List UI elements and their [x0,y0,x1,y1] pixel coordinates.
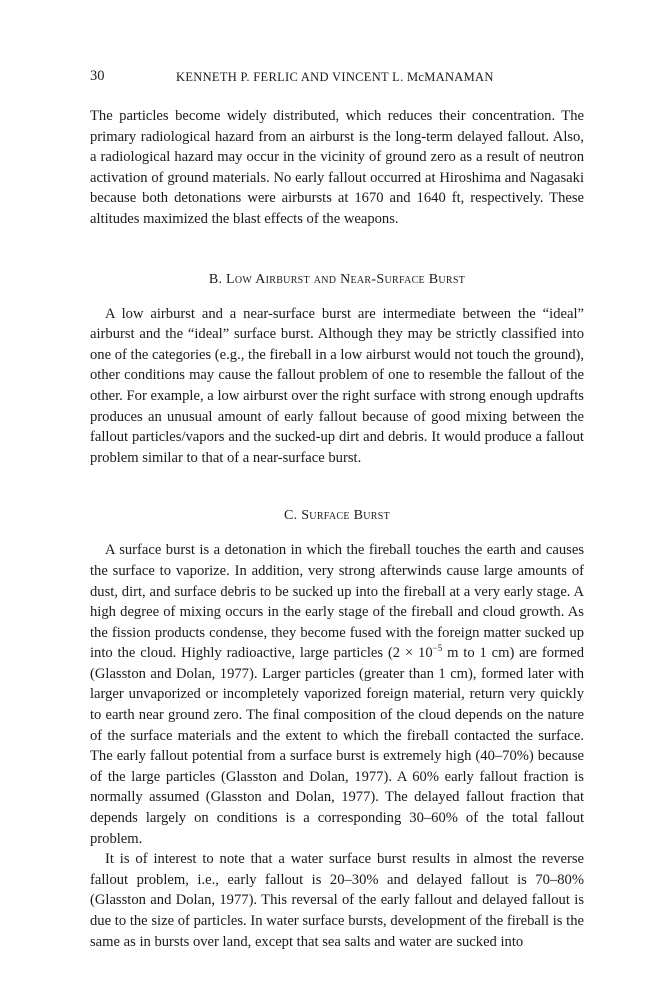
section-heading-surface-burst: C. Surface Burst [283,508,391,524]
document-page [90,68,584,952]
surface-burst-text-part2: m to 1 cm) are formed (Glasston and Dolan, 1977). Larger particles (greater than 1 cm), formed later with larger unvaporized or incompletely vaporized foreign material, return very quickly to earth near ground zero. The final composition of the cloud depends on the nature of the surface materials and the extent to which the fireball contacted the surface. The early fallout potential from a surface burst is extremely high (40–70%) because of the large particles (Glasston and Dolan, 1977). A 60% early fallout fraction is normally assumed (Glasston and Dolan, 1977). The delayed fallout fraction that depends largely on conditions is a corresponding 30–60% of the total fallout problem. [90,645,584,847]
exponent: −5 [432,643,443,654]
paragraph-low-airburst: A low airburst and a near-surface burst are intermediate between the “ideal” airburst and the “ideal” surface burst. Although they may be strictly classified into one of the categories (e.g., the fireball in a low airburst would not touch the ground), other conditions may cause the fallout problem of one to resemble the fallout of the other. For example, a low airburst over the right surface with strong enough updrafts produces an unusual amount of early fallout because of good mixing between the fallout particles/vapors and the sucked-up dirt and debris. It would produce a fallout problem similar to that of a near-surface burst. [90,305,585,466]
section-heading-low-airburst: B. Low Airburst and Near-Surface Burst [208,271,466,287]
running-head-authors: KENNETH P. FERLIC AND VINCENT L. McMANAMAN [176,70,494,84]
paragraph-surface-burst [90,540,584,849]
surface-burst-text-part1: A surface burst is a detonation in which the fireball touches the earth and causes the surface to vaporize. In addition, very strong afterwinds cause large amounts of dust, dirt, and surface debris to be sucked up into the fireball at a very early stage. A high degree of mixing occurs in the early stage of the fireball and cloud growth. As the fission products condense, they become fused with the foreign matter sucked up into the cloud. Highly radioactive, large particles (2 × 10 [90,542,584,662]
paragraph-airburst-continued: The particles become widely distributed, which reduces their concentration. The primary radiological hazard from an airburst is the long-term delayed fallout. Also, a radiological hazard may occur in the vicinity of ground zero as a result of neutron activation of ground materials. No early fallout occurred at Hiroshima and Nagasaki because both detonations were airbursts at 1670 and 1640 ft, respectively. These altitudes maximized the blast effects of the weapons. [90,108,584,227]
page-number: 30 [90,68,105,84]
paragraph-water-surface-burst: It is of interest to note that a water surface burst results in almost the reverse fallout problem, i.e., early fallout is 20–30% and delayed fallout is 70–80% (Glasston and Dolan, 1977). This reversal of the early fallout and delayed fallout is due to the size of particles. In water surface bursts, development of the fireball is the same as in bursts over land, except that sea salts and water are sucked into [90,851,584,950]
running-header [90,68,584,90]
